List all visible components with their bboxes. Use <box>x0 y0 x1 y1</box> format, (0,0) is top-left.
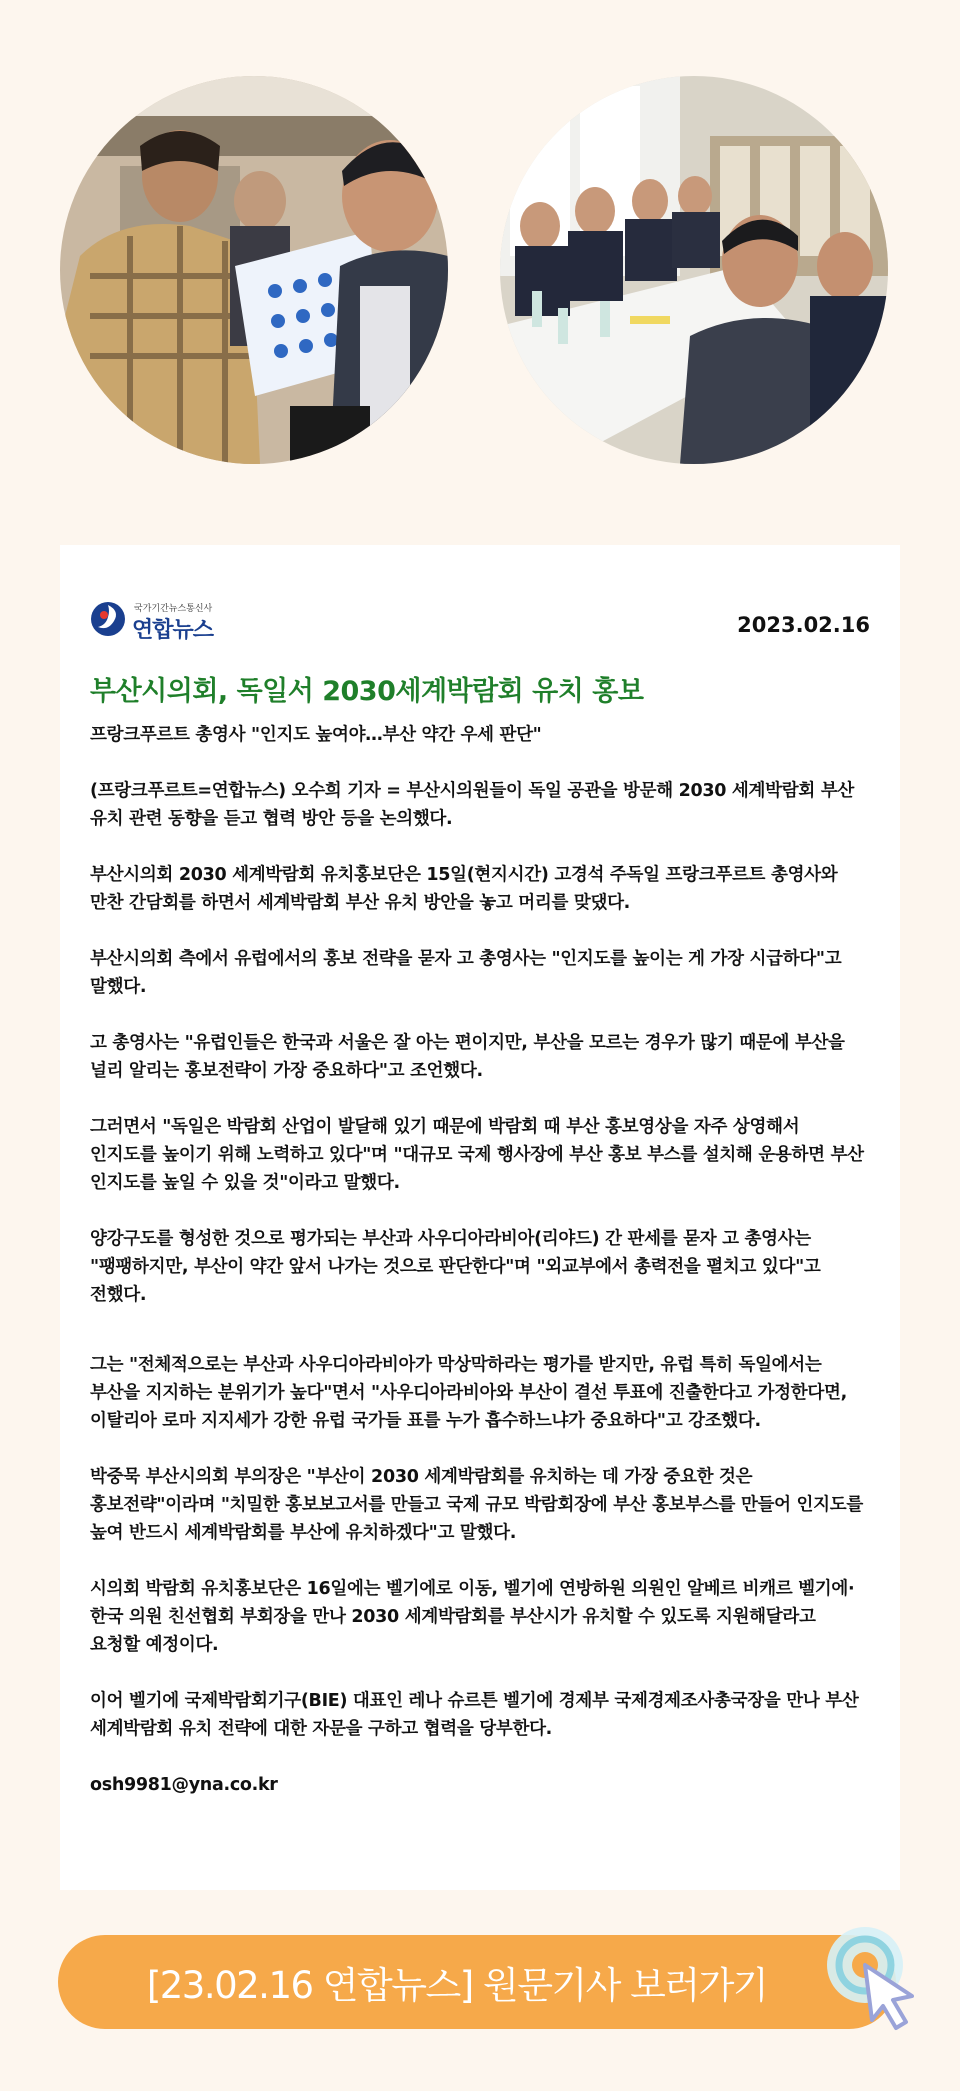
article-paragraph: 부산시의회 측에서 유럽에서의 홍보 전략을 묻자 고 총영사는 "인지도를 높이는 게 가장 시급하다"고 말했다. <box>90 949 842 997</box>
article-paragraph: 시의회 박람회 유치홍보단은 16일에는 벨기에로 이동, 벨기에 연방하원 의원인 알베르 비캐르 벨기에·한국 의원 친선협회 부회장을 만나 2030 세계박람회를 부산시가 유치할 수 있도록 지원해달라고 요청할 예정이다. <box>90 1579 855 1655</box>
article-paragraph: 이어 벨기에 국제박람회기구(BIE) 대표인 레나 슈르튼 벨기에 경제부 국제경제조사총국장을 만나 부산 세계박람회 유치 전략에 대한 자문을 구하고 협력을 당부한다. <box>90 1691 859 1739</box>
reporter-email: osh9981@yna.co.kr <box>90 1775 278 1795</box>
article-paragraph: 양강구도를 형성한 것으로 평가되는 부산과 사우디아라비아(리야드) 간 판세를 묻자 고 총영사는 "팽팽하지만, 부산이 약간 앞서 나가는 것으로 판단한다"며 "외교부에서 총력전을 펼치고 있다"고 전했다. <box>90 1229 821 1305</box>
original-article-button[interactable] <box>58 1935 896 2029</box>
yonhap-logo-icon <box>90 601 126 637</box>
photo-expo-promotion <box>60 76 448 464</box>
logo-name: 연합뉴스 <box>132 618 214 643</box>
article-paragraph: 그러면서 "독일은 박람회 산업이 발달해 있기 때문에 박람회 때 부산 홍보영상을 자주 상영해서 인지도를 높이기 위해 노력하고 있다"며 "대규모 국제 행사장에 부산 홍보 부스를 설치해 운용하면 부산 인지도를 높일 수 있을 것"이라고 말했다. <box>90 1117 864 1193</box>
original-article-button-label: [23.02.16 연합뉴스] 원문기사 보러가기 <box>146 1964 768 2007</box>
article-body <box>90 721 870 1827</box>
photo-meeting <box>500 76 888 464</box>
article-headline: 부산시의회, 독일서 2030세계박람회 유치 홍보 <box>90 676 644 707</box>
yonhap-logo <box>90 597 260 647</box>
article-card <box>60 545 900 1890</box>
article-date: 2023.02.16 <box>737 613 870 637</box>
logo-subtitle: 국가기간뉴스통신사 <box>134 604 213 614</box>
article-paragraph: 박중묵 부산시의회 부의장은 "부산이 2030 세계박람회를 유치하는 데 가장 중요한 것은 홍보전략"이라며 "치밀한 홍보보고서를 만들고 국제 규모 박람회장에 부산 홍보부스를 만들어 인지도를 높여 반드시 세계박람회를 부산에 유치하겠다"고 말했다. <box>90 1467 863 1543</box>
click-cursor-icon <box>820 1920 930 2040</box>
article-subtitle: 프랑크푸르트 총영사 "인지도 높여야…부산 약간 우세 판단" <box>90 725 542 745</box>
article-paragraph: 부산시의회 2030 세계박람회 유치홍보단은 15일(현지시간) 고경석 주독일 프랑크푸르트 총영사와 만찬 간담회를 하면서 세계박람회 부산 유치 방안을 놓고 머리를 맞댔다. <box>90 865 838 913</box>
article-paragraph: 그는 "전체적으로는 부산과 사우디아라비아가 막상막하라는 평가를 받지만, 유럽 특히 독일에서는 부산을 지지하는 분위기가 높다"면서 "사우디아라비아와 부산이 결선 투표에 진출한다고 가정한다면, 이탈리아 로마 지지세가 강한 유럽 국가들 표를 누가 흡수하느냐가 중요하다"고 강조했다. <box>90 1355 847 1431</box>
article-paragraph: (프랑크푸르트=연합뉴스) 오수희 기자 = 부산시의원들이 독일 공관을 방문해 2030 세계박람회 부산 유치 관련 동향을 듣고 협력 방안 등을 논의했다. <box>90 781 854 829</box>
article-paragraph: 고 총영사는 "유럽인들은 한국과 서울은 잘 아는 편이지만, 부산을 모르는 경우가 많기 때문에 부산을 널리 알리는 홍보전략이 가장 중요하다"고 조언했다. <box>90 1033 845 1081</box>
